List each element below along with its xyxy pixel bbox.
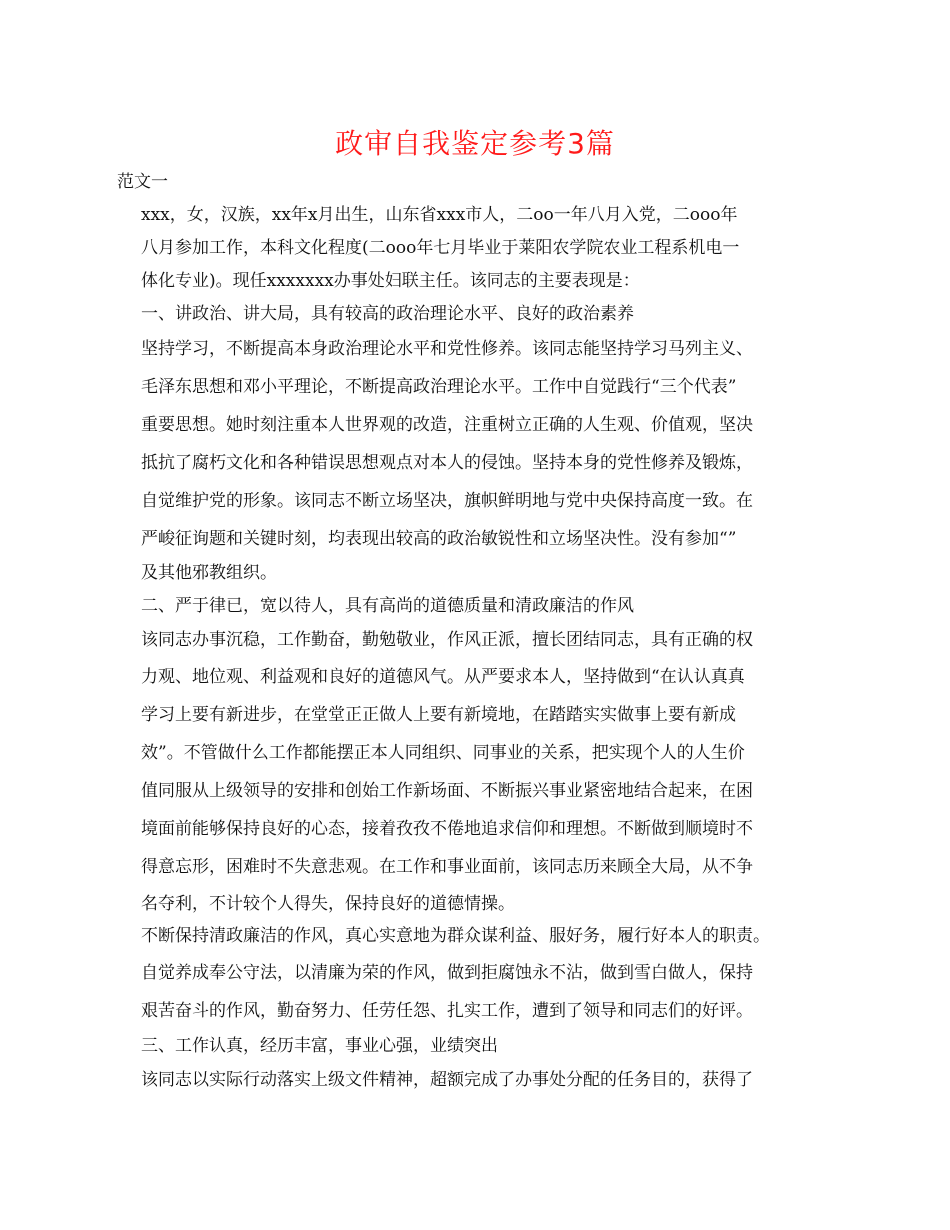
text-line: 及其他邪教组织。 [141,563,277,583]
text-line: 重要思想。她时刻注重本人世界观的改造，注重树立正确的人生观、价值观，坚决 [141,415,753,435]
text-line: 严峻征询题和关键时刻，均表现出较高的政治敏锐性和立场坚决性。没有参加“” [141,529,737,549]
text-line: 毛泽东思想和邓小平理论，不断提高政治理论水平。工作中自觉践行“三个代表” [141,377,737,397]
text-line: 艰苦奋斗的作风，勤奋努力、任劳任怨、扎实工作，遭到了领导和同志们的好评。 [141,1001,753,1021]
text-line: 二、严于律已，宽以待人，具有高尚的道德质量和清政廉洁的作风 [141,596,634,616]
text-line: 不断保持清政廉洁的作风，真心实意地为群众谋利益、服好务，履行好本人的职责。 [141,926,770,946]
text-line: 三、工作认真，经历丰富，事业心强，业绩突出 [141,1036,498,1056]
text-line: 名夺利，不计较个人得失，保持良好的道德情操。 [141,894,515,914]
text-line: 坚持学习，不断提高本身政治理论水平和党性修养。该同志能坚持学习马列主义、 [141,339,753,359]
text-line: 范文一 [117,172,168,192]
text-line: 力观、地位观、利益观和良好的道德风气。从严要求本人，坚持做到“在认认真真 [141,667,745,687]
text-line: xxx，女，汉族，xx年x月出生，山东省xxx市人，二oo一年八月入党，二ooo年 [141,205,738,225]
text-line: 境面前能够保持良好的心态，接着孜孜不倦地追求信仰和理想。不断做到顺境时不 [141,819,753,839]
text-line: 效”。不管做什么工作都能摆正本人同组织、同事业的关系，把实现个人的人生价 [141,743,745,763]
text-line: 该同志以实际行动落实上级文件精神，超额完成了办事处分配的任务目的，获得了 [141,1070,753,1090]
text-line: 抵抗了腐朽文化和各种错误思想观点对本人的侵蚀。坚持本身的党性修养及锻炼， [141,453,753,473]
text-line: 体化专业)。现任xxxxxxx办事处妇联主任。该同志的主要表现是： [141,271,640,291]
text-line: 一、讲政治、讲大局，具有较高的政治理论水平、良好的政治素养 [141,304,634,324]
text-line: 得意忘形，困难时不失意悲观。在工作和事业面前，该同志历来顾全大局，从不争 [141,857,753,877]
document-title: 政审自我鉴定参考3篇 [335,127,615,160]
text-line: 学习上要有新进步，在堂堂正正做人上要有新境地，在踏踏实实做事上要有新成 [141,705,736,725]
text-line: 自觉维护党的形象。该同志不断立场坚决，旗帜鲜明地与党中央保持高度一致。在 [141,491,753,511]
text-line: 自觉养成奉公守法，以清廉为荣的作风，做到拒腐蚀永不沾，做到雪白做人，保持 [141,963,753,983]
text-line: 八月参加工作，本科文化程度(二ooo年七月毕业于莱阳农学院农业工程系机电一 [141,238,740,258]
text-line: 该同志办事沉稳，工作勤奋，勤勉敬业，作风正派，擅长团结同志，具有正确的权 [141,630,753,650]
text-line: 值同服从上级领导的安排和创始工作新场面、不断振兴事业紧密地结合起来，在困 [141,781,753,801]
